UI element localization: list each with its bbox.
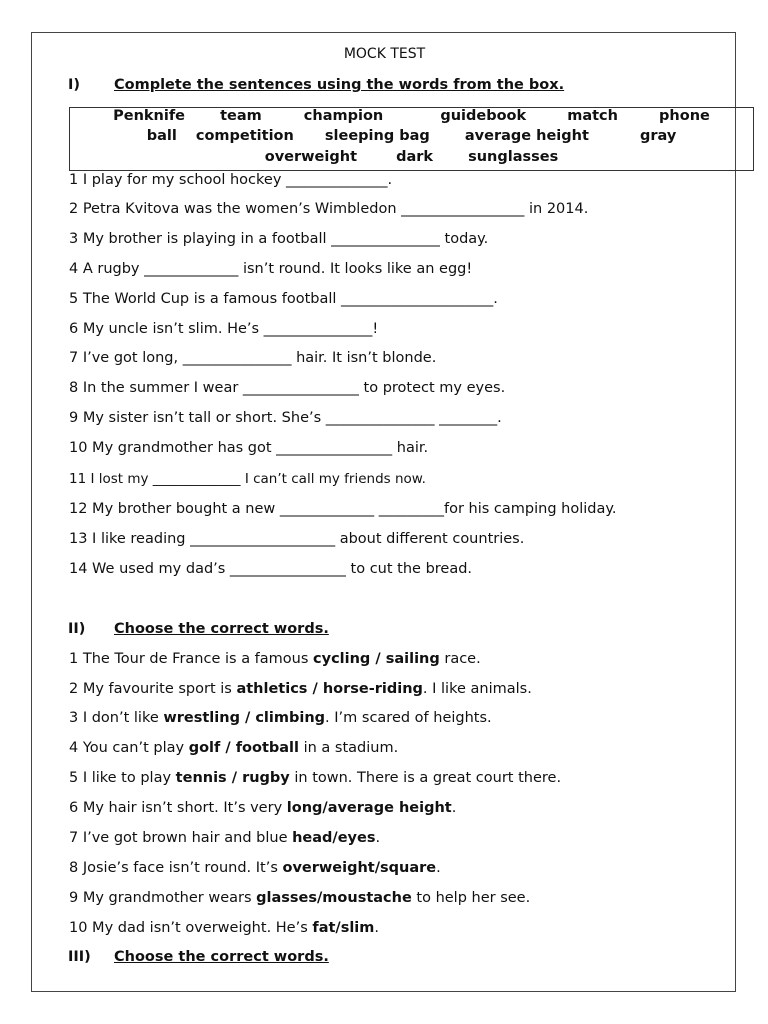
section-3-number: III): [68, 949, 91, 965]
exercise-2-item: 3 I don’t like wrestling / climbing. I’m scared of heights.: [69, 710, 492, 726]
exercise-2-item: 1 The Tour de France is a famous cycling / sailing race.: [69, 651, 481, 667]
word-box-word: team: [220, 108, 262, 124]
word-box-word: competition: [195, 128, 294, 144]
section-1-number: I): [68, 77, 81, 93]
exercise-1-sentence: 1 I play for my school hockey ______________.: [69, 172, 393, 188]
exercise-1-sentence: 3 My brother is playing in a football _______________ today.: [69, 231, 489, 247]
exercise-1-sentence: 11 I lost my _____________ I can’t call my friends now.: [69, 471, 426, 487]
word-box-word: sleeping bag: [324, 128, 430, 144]
exercise-1-sentence: 12 My brother bought a new _____________ _________for his camping holiday.: [69, 501, 617, 517]
exercise-2-item: 5 I like to play tennis / rugby in town. There is a great court there.: [69, 770, 562, 786]
section-3-heading: Choose the correct words.: [114, 949, 329, 965]
exercise-2-item: 6 My hair isn’t short. It’s very long/average height.: [69, 800, 457, 816]
exercise-2-item: 8 Josie’s face isn’t round. It’s overweight/square.: [69, 860, 441, 876]
word-box-word: champion: [303, 108, 384, 124]
exercise-1-sentence: 2 Petra Kvitova was the women’s Wimbledon _________________ in 2014.: [69, 201, 589, 217]
exercise-2-item: 7 I’ve got brown hair and blue head/eyes.: [69, 830, 381, 846]
exercise-2-item: 2 My favourite sport is athletics / horse-riding. I like animals.: [69, 681, 532, 697]
page-title: MOCK TEST: [343, 46, 426, 62]
word-box-word: phone: [659, 108, 710, 124]
word-box-word: overweight: [264, 149, 357, 165]
exercise-2-item: 4 You can’t play golf / football in a stadium.: [69, 740, 399, 756]
worksheet-page: [31, 32, 736, 992]
word-box-word: match: [567, 108, 618, 124]
exercise-1-sentence: 9 My sister isn’t tall or short. She’s _______________ ________.: [69, 410, 502, 426]
word-box-line-2: [70, 128, 753, 144]
exercise-2-item: 10 My dad isn’t overweight. He’s fat/slim.: [69, 920, 380, 936]
exercise-1-sentence: 7 I’ve got long, _______________ hair. It isn’t blonde.: [69, 350, 437, 366]
section-2-number: II): [68, 621, 86, 637]
section-1-heading: Complete the sentences using the words from the box.: [114, 77, 565, 93]
word-box-word: ball: [146, 128, 177, 144]
exercise-1-sentence: 6 My uncle isn’t slim. He’s _______________!: [69, 321, 379, 337]
word-box-word: average height: [464, 128, 589, 144]
exercise-2-item: 9 My grandmother wears glasses/moustache to help her see.: [69, 890, 531, 906]
word-box-word: gray: [639, 128, 677, 144]
word-box: [69, 107, 754, 171]
word-box-word: sunglasses: [468, 149, 559, 165]
word-box-word: Penknife: [113, 108, 185, 124]
exercise-1-sentence: 14 We used my dad’s ________________ to cut the bread.: [69, 561, 473, 577]
section-2-heading: Choose the correct words.: [114, 621, 329, 637]
word-box-word: guidebook: [440, 108, 527, 124]
exercise-1-sentence: 13 I like reading ____________________ about different countries.: [69, 531, 525, 547]
word-box-word: dark: [396, 149, 434, 165]
word-box-line-3: [70, 149, 753, 165]
exercise-1-sentence: 8 In the summer I wear ________________ to protect my eyes.: [69, 380, 506, 396]
word-box-line-1: [70, 108, 753, 124]
exercise-1-sentence: 10 My grandmother has got ________________ hair.: [69, 440, 429, 456]
exercise-1-sentence: 4 A rugby _____________ isn’t round. It looks like an egg!: [69, 261, 473, 277]
exercise-1-sentence: 5 The World Cup is a famous football _____________________.: [69, 291, 498, 307]
